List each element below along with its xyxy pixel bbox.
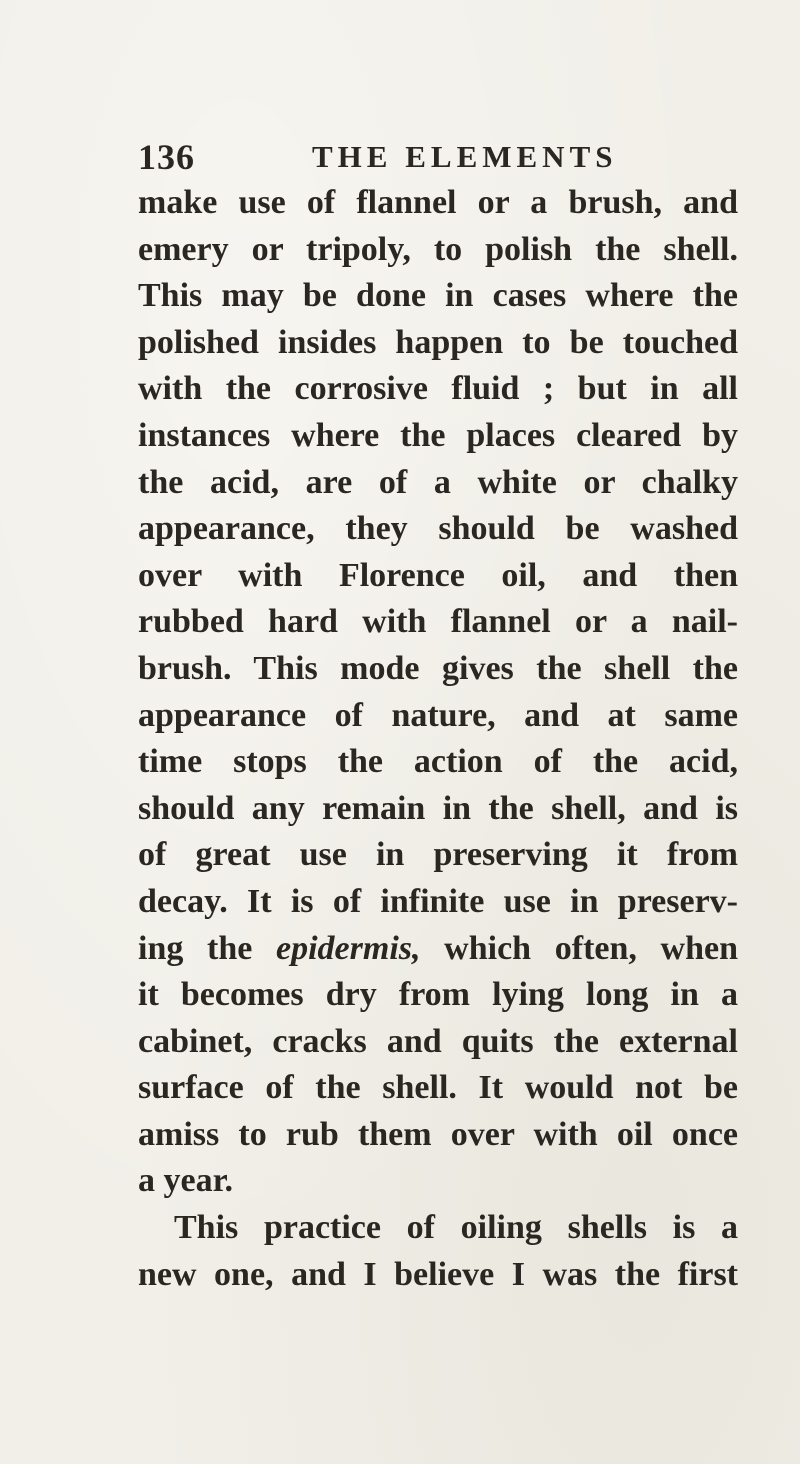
text-line: it becomes dry from lying long in a: [138, 976, 738, 1014]
page-header: [138, 132, 738, 182]
text-line: the acid, are of a white or chalky: [138, 463, 738, 501]
text-line: time stops the action of the acid,: [138, 743, 738, 781]
text-line-with-italic: [138, 926, 738, 973]
italic-term: epidermis,: [276, 929, 421, 967]
text-line: instances where the places cleared by: [138, 416, 738, 454]
text-line: make use of flannel or a brush, and: [138, 184, 738, 221]
text-line: polished insides happen to be touched: [138, 323, 738, 361]
text-line: emery or tripoly, to polish the shell.: [138, 230, 738, 268]
page-number: 136: [138, 137, 195, 177]
text-line: This may be done in cases where the: [138, 277, 738, 315]
text-line: rubbed hard with flannel or a nail-: [138, 603, 738, 641]
text-segment: which often, when: [444, 929, 739, 967]
running-head: THE ELEMENTS: [312, 139, 618, 174]
text-line: decay. It is of infinite use in preserv-: [138, 882, 738, 920]
body-text: [138, 180, 738, 1298]
text-line: amiss to rub them over with oil once: [138, 1115, 738, 1153]
text-line: appearance, they should be washed: [138, 510, 738, 548]
text-line: should any remain in the shell, and is: [138, 789, 738, 827]
text-line-paragraph-start: This practice of oiling shells is a: [174, 1209, 738, 1247]
text-line: with the corrosive fluid ; but in all: [138, 370, 738, 408]
text-line: new one, and I believe I was the first: [138, 1255, 738, 1293]
text-line: surface of the shell. It would not be: [138, 1069, 738, 1107]
text-line: over with Florence oil, and then: [138, 556, 738, 594]
text-line-paragraph-end: a year.: [138, 1162, 234, 1200]
text-line: of great use in preserving it from: [138, 836, 738, 874]
text-line: brush. This mode gives the shell the: [138, 649, 738, 687]
text-line: appearance of nature, and at same: [138, 696, 738, 734]
text-segment: ing the: [138, 929, 253, 967]
text-line: cabinet, cracks and quits the external: [138, 1022, 738, 1060]
